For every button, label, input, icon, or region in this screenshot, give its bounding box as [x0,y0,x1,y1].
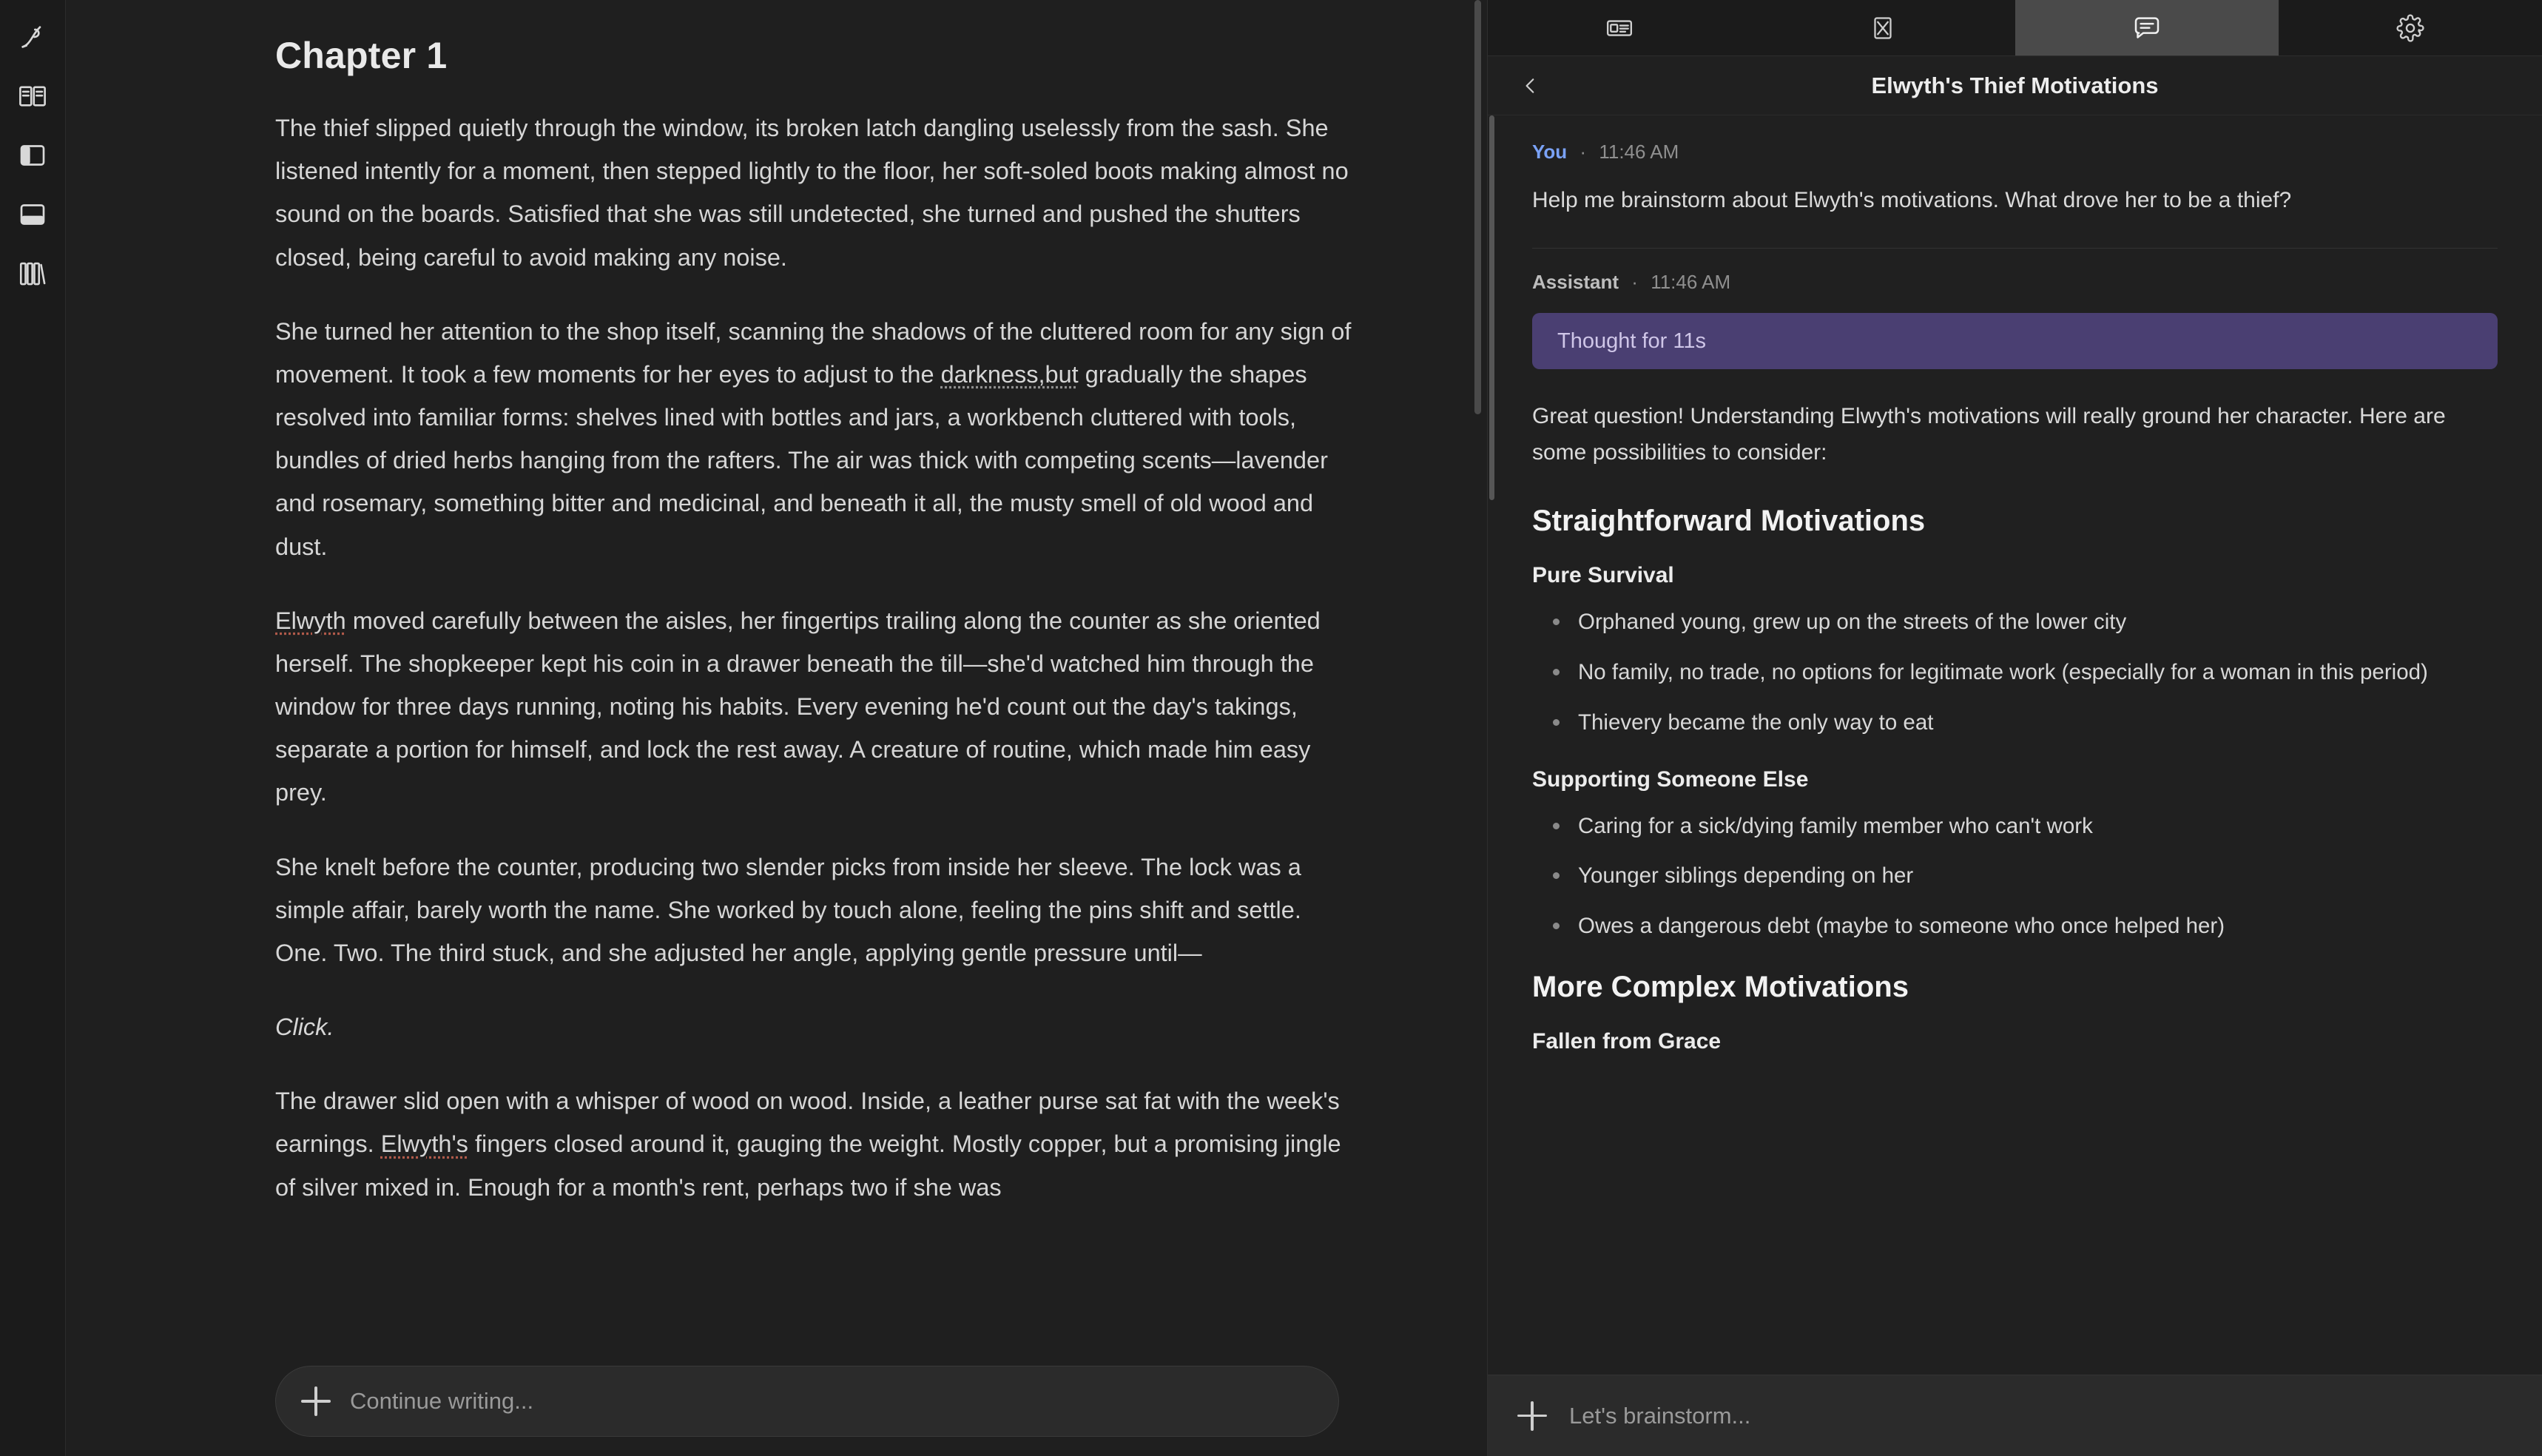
spell-flagged-text[interactable]: Elwyth [275,607,346,634]
user-message-text: Help me brainstorm about Elwyth's motivations. What drove her to be a thief? [1532,188,2292,212]
editor-paragraph[interactable] [275,846,1359,975]
editor-paragraph[interactable] [275,107,1359,279]
thought-summary-toggle[interactable] [1532,313,2498,369]
subsection-heading: Supporting Someone Else [1532,766,1809,792]
editor-scrollbar[interactable] [1474,0,1481,414]
bullet-list [1532,604,2498,740]
tab-notes[interactable] [1488,0,1751,55]
list-item: Thievery became the only way to eat [1532,705,2472,741]
subsection-heading: Fallen from Grace [1532,1028,1722,1054]
paragraph-text: She knelt before the counter, producing two slender picks from inside her sleeve. The lock was a simple affair, barely worth the name. She worked by touch alone, feeling the pins shift and settle. One. Two. The third stuck, and she adjusted her angle, applying gentle pressure until— [275,853,1301,966]
chat-transcript[interactable] [1488,115,2542,1456]
assistant-panel [1487,0,2542,1456]
list-item: No family, no trade, no options for legitimate work (especially for a woman in this period) [1532,655,2472,690]
tab-snapshots[interactable] [1751,0,2015,55]
panel-bottom-icon[interactable] [6,188,59,241]
assistant-tabbar [1488,0,2542,56]
message-author: You [1532,141,1568,163]
chat-title: Elwyth's Thief Motivations [1871,72,2159,98]
chat-compose-bar [1488,1375,2542,1456]
section-heading: Straightforward Motivations [1532,505,1926,538]
list-item: Caring for a sick/dying family member who can't work [1532,809,2472,844]
editor-pane [66,0,1487,1456]
chat-input[interactable] [1569,1403,2512,1429]
assistant-intro-text: Great question! Understanding Elwyth's motivations will really ground her character. Here are some possibilities to consider: [1532,404,2446,465]
panel-left-icon[interactable] [6,129,59,182]
spell-flagged-text[interactable]: Elwyth's [380,1130,468,1158]
library-icon[interactable] [6,247,59,300]
app-logo-icon[interactable] [6,10,59,64]
message-author: Assistant [1532,271,1619,293]
paragraph-text: The thief slipped quietly through the window, its broken latch dangling uselessly from the sash. She listened intently for a moment, then stepped lightly to the floor, her soft-soled boots making almost no sound on the boards. Satisfied that she was still undetected, she turned and pushed the shutters closed, being careful to avoid making any noise. [275,115,1349,271]
left-icon-rail [0,0,66,1456]
message-meta-user: You · 11:46 AM [1532,141,1679,163]
list-item: Orphaned young, grew up on the streets of the lower city [1532,604,2472,640]
continue-writing-input[interactable] [350,1388,1313,1415]
editor-compose-bar [275,1366,1339,1437]
back-chevron-icon[interactable] [1514,70,1547,102]
list-item: Owes a dangerous debt (maybe to someone who once helped her) [1532,909,2472,944]
binder-icon[interactable] [6,70,59,123]
editor-paragraph[interactable] [275,1005,1359,1048]
subsection-heading: Pure Survival [1532,563,1674,588]
list-item: Younger siblings depending on her [1532,858,2472,894]
tab-chat[interactable] [2015,0,2279,55]
add-attachment-button[interactable] [301,1386,331,1416]
bullet-list [1532,809,2498,944]
page-title: Chapter 1 [275,35,448,76]
chat-scrollbar[interactable] [1489,115,1494,500]
section-heading: More Complex Motivations [1532,970,1909,1003]
message-divider [1532,248,2498,249]
chat-add-attachment-button[interactable] [1517,1401,1547,1431]
editor-paragraph[interactable]: Elwyth moved carefully between the aisles, her fingertips trailing along the counter as she oriented herself. The shopkeeper kept his coin in a drawer beneath the till—she'd watched him through the window for three days running, noting his habits. Every evening he'd count out the day's takings, separate a portion for himself, and lock the rest away. A creature of routine, which made him easy prey. [275,607,1321,806]
message-timestamp: 11:46 AM [1651,271,1731,293]
editor-paragraph[interactable]: The drawer slid open with a whisper of wood on wood. Inside, a leather purse sat fat with the week's earnings. Elwyth's fingers closed around it, gauging the weight. Mostly copper, but a promising jingle of silver mixed in. Enough for a month's rent, perhaps two if she was [275,1088,1341,1201]
thought-summary-label: Thought for 11s [1557,328,1706,353]
tab-settings[interactable] [2279,0,2542,55]
editor-scroll-area[interactable] [66,0,1487,1456]
message-meta-assistant: Assistant · 11:46 AM [1532,271,1731,293]
paragraph-text: Click. [275,1014,334,1041]
message-timestamp: 11:46 AM [1599,141,1679,163]
grammar-flagged-text[interactable]: darkness,but [940,360,1079,388]
editor-paragraph[interactable]: She turned her attention to the shop itself, scanning the shadows of the cluttered room for any sign of movement. It took a few moments for her eyes to adjust to the darkness,but gradually the shapes resolved into familiar forms: shelves lined with bottles and jars, a workbench cluttered with tools, bundles of dried herbs hanging from the rafters. The air was thick with competing scents—lavender and rosemary, something bitter and medicinal, and beneath it all, the musty smell of old wood and dust. [275,317,1352,560]
chat-header [1488,56,2542,115]
